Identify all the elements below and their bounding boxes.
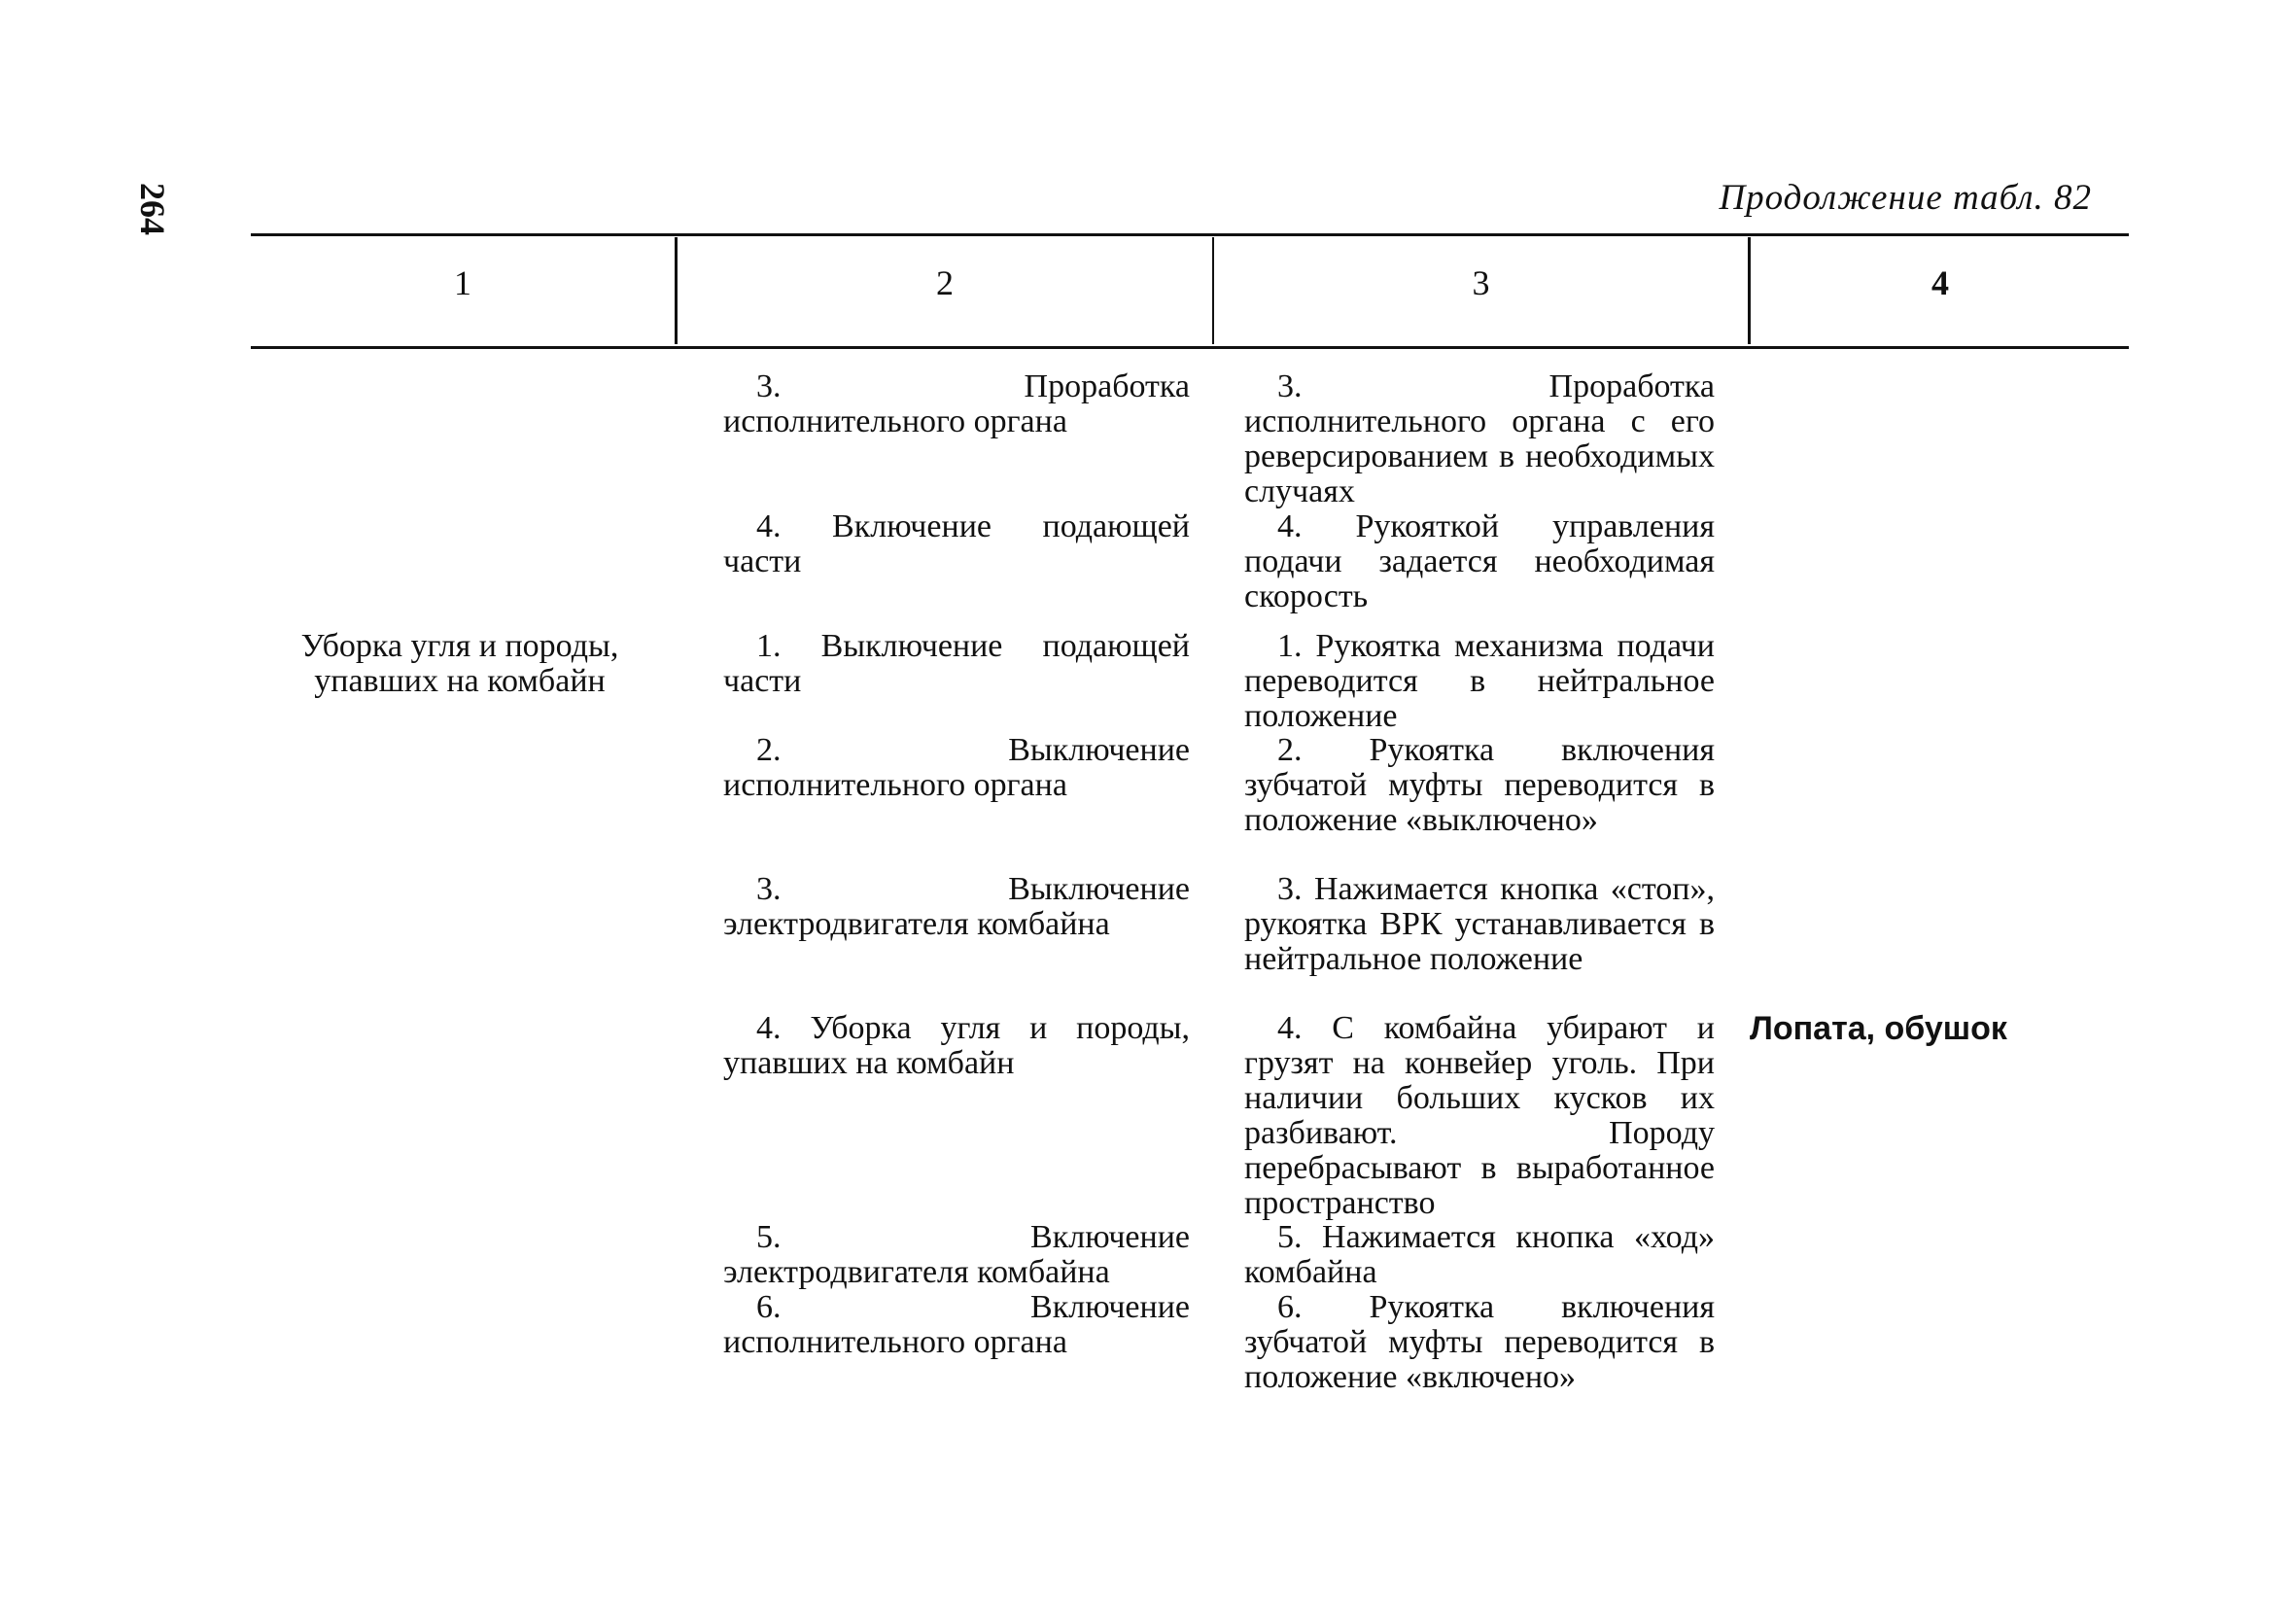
tools-cell: Лопата, обушок (1750, 1010, 2007, 1047)
header-col-3: 3 (1472, 263, 1490, 302)
step-col2-7: 5. Включение электродвигателя комбайна (723, 1219, 1190, 1290)
step-col3-1: 3. Проработка исполнительного органа с его реверсированием в необходимых случаях (1244, 368, 1715, 509)
step-col3-7: 5. Нажимается кнопка «ход» комбайна (1244, 1219, 1715, 1290)
step-col2-4: 2. Выключение исполнительного органа (723, 732, 1190, 803)
step-col2-3: 1. Выключение подающей части (723, 628, 1190, 699)
table-caption: Продолжение табл. 82 (1719, 178, 2092, 218)
page-number: 264 (133, 183, 172, 235)
step-col2-8: 6. Включение исполнительного органа (723, 1289, 1190, 1360)
step-col2-5: 3. Выключение электродвигателя комбайна (723, 871, 1190, 942)
step-col3-8: 6. Рукоятка включения зубчатой муфты переводится в положение «включено» (1244, 1289, 1715, 1395)
step-col3-4: 2. Рукоятка включения зубчатой муфты переводится в положение «выключено» (1244, 732, 1715, 838)
table-top-rule (251, 233, 2129, 236)
header-col-4: 4 (1931, 263, 1949, 302)
header-col-2: 2 (936, 263, 954, 302)
header-bottom-rule (251, 346, 2129, 349)
header-col-1: 1 (454, 263, 471, 302)
operation-name: Уборка угля и породы, упавших на комбайн (300, 628, 619, 699)
step-col2-2: 4. Включение подающей части (723, 508, 1190, 579)
step-col3-6: 4. С комбайна убирают и грузят на конвейер уголь. При наличии больших кусков их разбивают. Породу перебрасывают в выработанное пространство (1244, 1010, 1715, 1221)
step-col2-1: 3. Проработка исполнительного органа (723, 368, 1190, 439)
step-col3-5: 3. Нажимается кнопка «стоп», рукоятка ВРК устанавливается в нейтральное положение (1244, 871, 1715, 977)
step-col3-2: 4. Рукояткой управления подачи задается необходимая скорость (1244, 508, 1715, 614)
step-col2-6: 4. Уборка угля и породы, упавших на комбайн (723, 1010, 1190, 1081)
step-col3-3: 1. Рукоятка механизма подачи переводится в нейтральное положение (1244, 628, 1715, 734)
